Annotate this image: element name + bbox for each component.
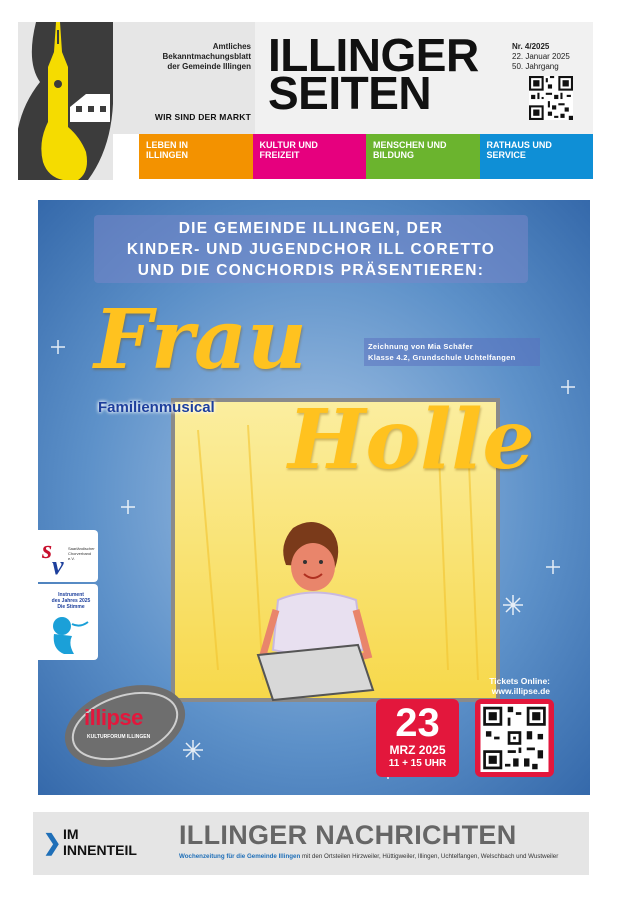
instrument-of-year-text xyxy=(48,592,94,610)
headline-line: KINDER- UND JUGENDCHOR ILL CORETTO xyxy=(126,241,496,258)
poster-title-holle: Holle xyxy=(288,392,535,488)
nav-rathaus-und-service[interactable] xyxy=(480,134,594,179)
headline-line: UND DIE CONCHORDIS PRÄSENTIEREN: xyxy=(137,262,485,279)
nav-menschen-und-bildung[interactable] xyxy=(366,134,480,179)
nav-label: MENSCHEN UND xyxy=(373,140,447,150)
poster-subtitle: Familienmusical xyxy=(98,399,215,416)
svg-text:v: v xyxy=(52,551,64,580)
singer-silhouette-icon xyxy=(48,614,92,656)
instrument-line: Die Stimme xyxy=(57,604,85,610)
headline-line: DIE GEMEINDE ILLINGEN, DER xyxy=(178,220,444,237)
tickets-qr-code xyxy=(480,704,549,772)
issue-info xyxy=(512,42,570,72)
choir-association-logo[interactable] xyxy=(38,530,98,582)
title-line: SEITEN xyxy=(268,67,432,119)
tickets-info xyxy=(480,676,550,696)
nav-label: KULTUR UND xyxy=(259,140,318,150)
title-line: ILLINGER xyxy=(268,29,479,81)
church-tower-logo xyxy=(18,22,138,180)
svg-text:s: s xyxy=(42,535,53,564)
nav-label: FREIZEIT xyxy=(259,150,300,160)
volume-label: 50. Jahrgang xyxy=(512,62,559,71)
tickets-label: Tickets Online: xyxy=(489,676,550,686)
official-notice-label xyxy=(138,42,251,72)
issue-date: 22. Januar 2025 xyxy=(512,52,570,61)
inside-label-line: IM xyxy=(63,826,79,842)
nav-label: SERVICE xyxy=(486,150,526,160)
masthead-qr-code[interactable] xyxy=(529,76,573,120)
nav-kultur-und-freizeit[interactable] xyxy=(253,134,367,179)
event-month: MRZ 2025 xyxy=(389,743,446,757)
illipse-venue-logo[interactable] xyxy=(60,681,190,771)
venue-name: KULTURFORUM ILLINGEN xyxy=(87,734,151,740)
official-notice-line: der Gemeinde Illingen xyxy=(167,62,251,71)
issue-number: Nr. 4/2025 xyxy=(512,42,550,51)
instrument-line: Instrument xyxy=(58,592,84,598)
nav-label: ILLINGEN xyxy=(146,150,188,160)
tickets-qr-box[interactable] xyxy=(475,699,554,777)
nav-label: BILDUNG xyxy=(373,150,414,160)
tickets-url[interactable]: www.illipse.de xyxy=(491,686,550,696)
instrument-line: des Jahres 2025 xyxy=(51,598,91,604)
official-notice-line: Bekanntmachungsblatt xyxy=(162,52,251,61)
subtitle-rest: mit den Ortsteilen Hirzweiler, Hüttigweiler, Illingen, Uchtelfangen, Welschbach und Wustweiler xyxy=(300,853,559,860)
illinger-nachrichten-title: ILLINGER NACHRICHTEN xyxy=(179,820,517,850)
credit-line: Zeichnung von Mia Schäfer xyxy=(368,342,474,351)
category-navigation xyxy=(139,134,593,179)
newspaper-title xyxy=(268,29,479,119)
nav-label: RATHAUS UND xyxy=(486,140,552,150)
credit-line: Klasse 4.2, Grundschule Uchtelfangen xyxy=(368,353,516,362)
poster-headline xyxy=(94,215,528,283)
subtitle-bold: Wochenzeitung für die Gemeinde Illingen xyxy=(179,853,301,860)
drawing-credit xyxy=(364,338,540,366)
nav-label: LEBEN IN xyxy=(146,140,189,150)
official-notice-line: Amtliches xyxy=(212,42,251,51)
inside-label-line: INNENTEIL xyxy=(63,842,137,858)
inside-section-banner[interactable] xyxy=(33,812,589,875)
event-date-box xyxy=(376,699,459,777)
chevron-right-icon: ❯ xyxy=(43,830,62,855)
inside-label xyxy=(63,826,137,858)
poster-title-frau: Frau xyxy=(94,292,307,388)
illinger-nachrichten-subtitle xyxy=(179,853,558,860)
event-poster xyxy=(38,200,590,795)
choir-association-text: Saarländischer Chorverband e.V. xyxy=(68,546,95,561)
nav-leben-in-illingen[interactable] xyxy=(139,134,253,179)
event-day: 23 xyxy=(395,701,440,745)
masthead xyxy=(18,22,593,180)
instrument-of-year-logo[interactable] xyxy=(38,584,98,660)
venue-logo-text: illipse xyxy=(84,705,143,730)
slogan: WIR SIND DER MARKT xyxy=(154,112,251,122)
event-time: 11 + 15 UHR xyxy=(388,758,447,769)
